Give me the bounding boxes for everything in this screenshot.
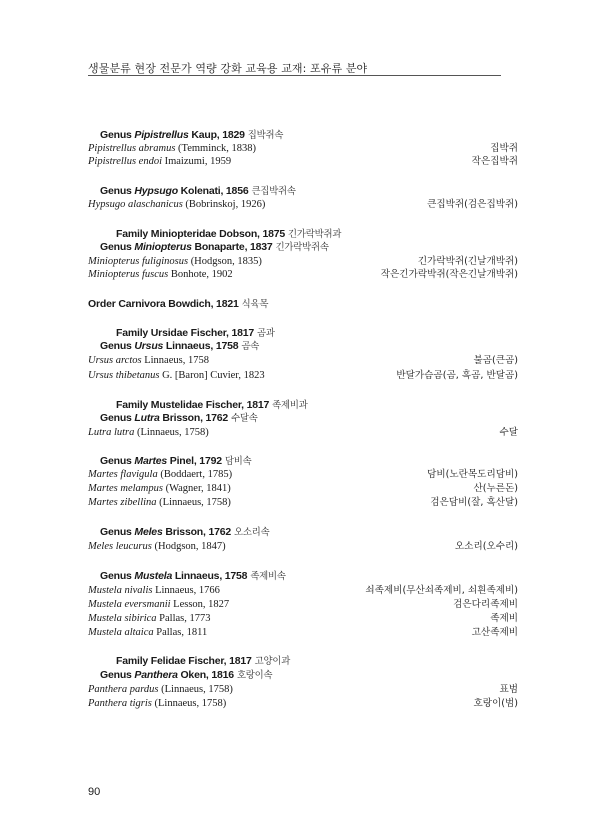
species-author: (Bobrinskoj, 1926) [185, 199, 266, 210]
genus-heading [100, 669, 272, 682]
family-korean-name: 곰과 [257, 328, 275, 339]
species-author: (Linnaeus, 1758) [137, 427, 209, 438]
species-common-name: 호랑이(범) [473, 698, 518, 709]
genus-name: Lutra [134, 412, 160, 424]
species-author: Linnaeus, 1766 [155, 585, 220, 596]
family-korean-name: 고양이과 [254, 656, 291, 667]
family-heading [116, 399, 308, 412]
genus-rank-label: Genus [100, 570, 132, 582]
genus-author: Kolenati, 1856 [180, 185, 249, 197]
family-author: Fischer, 1817 [205, 399, 270, 411]
genus-rank-label: Genus [100, 340, 132, 352]
genus-name: Miniopterus [134, 241, 192, 253]
species-name: Ursus thibetanus [88, 370, 160, 381]
species-entry [88, 598, 229, 611]
species-name: Lutra lutra [88, 427, 135, 438]
species-entry [88, 612, 211, 625]
species-name: Mustela nivalis [88, 585, 153, 596]
genus-name: Panthera [134, 669, 178, 681]
species-author: (Temminck, 1838) [178, 143, 257, 154]
species-common-name: 작은집박쥐 [471, 156, 518, 167]
species-name: Martes zibellina [88, 497, 157, 508]
species-entry [88, 354, 209, 367]
species-common-name: 검은다리족제비 [453, 599, 518, 610]
species-name: Mustela eversmanii [88, 599, 171, 610]
genus-name: Mustela [134, 570, 173, 582]
species-author: Imaizumi, 1959 [164, 156, 232, 167]
species-author: (Hodgson, 1835) [190, 256, 262, 267]
species-author: (Linnaeus, 1758) [159, 497, 231, 508]
genus-korean-name: 오소리속 [234, 527, 270, 538]
genus-heading [100, 455, 251, 468]
species-entry [88, 369, 265, 382]
family-name: Miniopteridae [150, 228, 217, 240]
genus-name: Meles [134, 526, 163, 538]
order-heading [88, 298, 268, 311]
genus-korean-name: 긴가락박쥐속 [275, 242, 329, 253]
family-author: Dobson, 1875 [219, 228, 286, 240]
species-common-name: 긴가락박쥐(긴날개박쥐) [417, 256, 518, 267]
species-common-name: 집박쥐 [490, 143, 518, 154]
genus-heading [100, 340, 259, 353]
genus-heading [100, 185, 296, 198]
genus-name: Ursus [134, 340, 164, 352]
species-entry [88, 468, 232, 481]
species-name: Meles leucurus [88, 541, 152, 552]
species-entry [88, 198, 265, 211]
species-common-name: 오소리(오수리) [454, 541, 518, 552]
family-author: Fischer, 1817 [188, 655, 252, 667]
genus-rank-label: Genus [100, 185, 132, 197]
species-name: Miniopterus fuliginosus [88, 256, 189, 267]
species-author: Linnaeus, 1758 [144, 355, 209, 366]
species-entry [88, 426, 209, 439]
family-rank-label: Family [116, 228, 149, 240]
family-name: Mustelidae [150, 399, 204, 411]
species-common-name: 쇠족제비(무산쇠족제비, 쇠흰족제비) [365, 585, 518, 596]
genus-rank-label: Genus [100, 241, 132, 253]
genus-author: Brisson, 1762 [162, 412, 229, 424]
genus-korean-name: 큰집박쥐속 [251, 186, 296, 197]
species-author: (Linnaeus, 1758) [154, 698, 227, 709]
species-common-name: 고산족제비 [471, 627, 518, 638]
species-name: Panthera pardus [88, 684, 159, 695]
genus-heading [100, 570, 286, 583]
species-entry [88, 268, 233, 281]
species-common-name: 작은긴가락박쥐(작은긴날개박쥐) [380, 269, 518, 280]
species-name: Panthera tigris [88, 698, 152, 709]
species-author: Pallas, 1773 [159, 613, 211, 624]
family-rank-label: Family [116, 327, 149, 339]
species-entry [88, 683, 233, 696]
family-heading [116, 228, 341, 241]
species-entry [88, 496, 231, 509]
species-entry [88, 697, 226, 710]
genus-heading [100, 241, 329, 254]
species-author: Pallas, 1811 [156, 627, 208, 638]
species-name: Miniopterus fuscus [88, 269, 169, 280]
family-author: Fischer, 1817 [190, 327, 255, 339]
order-author: Bowdich, 1821 [168, 298, 239, 310]
species-name: Mustela altaica [88, 627, 154, 638]
genus-korean-name: 호랑이속 [236, 670, 273, 681]
species-common-name: 검은담비(잘, 흑산달) [430, 497, 518, 508]
genus-name: Hypsugo [134, 185, 178, 197]
genus-author: Bonaparte, 1837 [194, 241, 273, 253]
species-name: Hypsugo alaschanicus [88, 199, 183, 210]
species-name: Ursus arctos [88, 355, 142, 366]
genus-author: Oken, 1816 [180, 669, 234, 681]
species-name: Pipistrellus abramus [88, 143, 176, 154]
species-entry [88, 155, 231, 168]
species-name: Martes flavigula [88, 469, 158, 480]
genus-korean-name: 수달속 [231, 413, 258, 424]
species-author: G. [Baron] Cuvier, 1823 [162, 370, 265, 381]
genus-name: Martes [134, 455, 168, 467]
family-name: Felidae [150, 655, 186, 667]
species-common-name: 불곰(큰곰) [473, 355, 518, 366]
species-author: (Hodgson, 1847) [154, 541, 226, 552]
family-korean-name: 족제비과 [272, 400, 308, 411]
header-rule [88, 75, 501, 76]
genus-korean-name: 집박쥐속 [247, 130, 284, 141]
genus-author: Kaup, 1829 [191, 129, 245, 141]
species-name: Pipistrellus endoi [88, 156, 162, 167]
genus-author: Linnaeus, 1758 [165, 340, 239, 352]
species-common-name: 수달 [499, 427, 518, 438]
species-name: Martes melampus [88, 483, 163, 494]
species-entry [88, 482, 231, 495]
species-name: Mustela sibirica [88, 613, 157, 624]
species-entry [88, 626, 207, 639]
species-common-name: 담비(노란목도리담비) [427, 469, 518, 480]
family-korean-name: 긴가락박쥐과 [288, 229, 342, 240]
genus-rank-label: Genus [100, 129, 132, 141]
genus-heading [100, 412, 258, 425]
species-common-name: 족제비 [490, 613, 518, 624]
genus-korean-name: 담비속 [224, 456, 252, 467]
species-common-name: 표범 [499, 684, 518, 695]
species-common-name: 큰집박쥐(검은집박쥐) [427, 199, 518, 210]
species-entry [88, 540, 226, 553]
species-author: Bonhote, 1902 [170, 269, 233, 280]
genus-author: Linnaeus, 1758 [174, 570, 248, 582]
species-author: (Boddaert, 1785) [160, 469, 233, 480]
genus-korean-name: 족제비속 [250, 571, 286, 582]
genus-rank-label: Genus [100, 412, 132, 424]
genus-rank-label: Genus [100, 455, 132, 467]
genus-author: Pinel, 1792 [169, 455, 222, 467]
genus-heading [100, 129, 283, 142]
species-common-name: 반달가슴곰(곰, 흑곰, 반달곰) [396, 370, 518, 381]
family-rank-label: Family [116, 399, 149, 411]
page-number: 90 [88, 786, 101, 798]
family-rank-label: Family [116, 655, 149, 667]
species-common-name: 산(누른돈) [473, 483, 518, 494]
family-heading [116, 327, 275, 340]
genus-author: Brisson, 1762 [165, 526, 231, 538]
running-header: 생물분류 현장 전문가 역량 강화 교육용 교재: 포유류 분야 [88, 62, 368, 75]
species-entry [88, 584, 220, 597]
genus-heading [100, 526, 269, 539]
order-rank-label: Order [88, 298, 116, 310]
genus-korean-name: 곰속 [241, 341, 260, 352]
species-author: (Linnaeus, 1758) [161, 684, 233, 695]
family-name: Ursidae [150, 327, 188, 339]
order-name: Carnivora [118, 298, 166, 310]
species-entry [88, 142, 256, 155]
order-korean-name: 식육목 [241, 299, 269, 310]
genus-name: Pipistrellus [134, 129, 189, 141]
species-author: Lesson, 1827 [173, 599, 230, 610]
genus-rank-label: Genus [100, 669, 132, 681]
species-entry [88, 255, 262, 268]
species-author: (Wagner, 1841) [165, 483, 231, 494]
family-heading [116, 655, 290, 668]
genus-rank-label: Genus [100, 526, 132, 538]
